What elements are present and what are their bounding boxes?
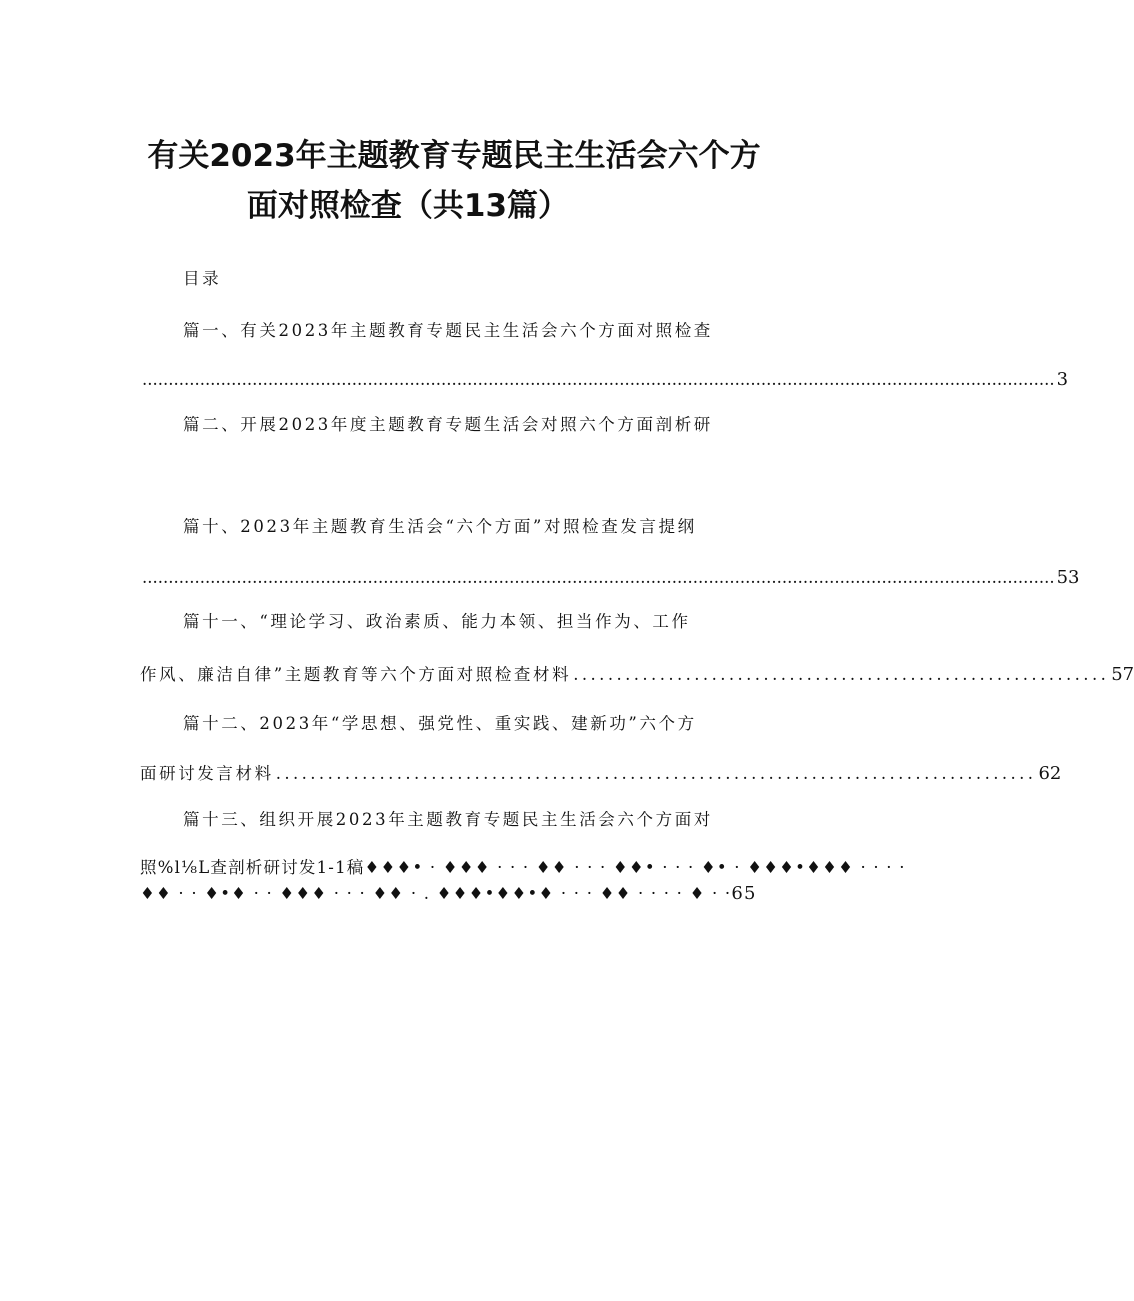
toc-entry-10-leader[interactable]: [140, 562, 1080, 588]
toc-entry-13-title[interactable]: 篇十三、组织开展2023年主题教育专题民主生活会六个方面对: [183, 810, 713, 829]
toc-entry-13-garbled-leader: ♦♦ · · ♦•♦ · · ♦♦♦ · · · ♦♦ · . ♦♦♦•♦♦•♦ · · · ♦♦ · · · · ♦ · ·: [140, 884, 732, 903]
toc-entry-11-title[interactable]: 篇十一、“理论学习、政治素质、能力本领、担当作为、工作: [183, 612, 691, 631]
toc-entry-13-title-cont-2: [140, 881, 757, 907]
toc-entry-12-line-2[interactable]: [140, 758, 1062, 784]
toc-entry-1-leader[interactable]: [140, 364, 1069, 390]
toc-entry-2-title[interactable]: 篇二、开展2023年度主题教育专题生活会对照六个方面剖析研: [183, 415, 713, 434]
toc-entry-11-line-2[interactable]: [140, 659, 1134, 685]
toc-entry-12-title-cont: 面研讨发言材料: [140, 764, 274, 783]
toc-entry-1-title[interactable]: 篇一、有关2023年主题教育专题民主生活会六个方面对照检查: [183, 321, 713, 340]
toc-entry-10-title[interactable]: 篇十、2023年主题教育生活会“六个方面”对照检查发言提纲: [183, 517, 697, 536]
toc-entry-12-title[interactable]: 篇十二、2023年“学思想、强党性、重实践、建新功”六个方: [183, 714, 697, 733]
toc-entry-12-page: 62: [1038, 763, 1062, 784]
dot-leader: ..............................................................: [573, 665, 1110, 684]
toc-heading: 目录: [183, 269, 222, 288]
toc-entry-13-title-cont: 照%l⅛L查剖析研讨发1-1稿♦♦♦• · ♦♦♦ · · · ♦♦ · · · ♦♦• · · · ♦• · ♦♦♦•♦♦♦ · · · ·: [140, 858, 906, 877]
toc-entry-11-page: 57: [1111, 664, 1134, 685]
document-title-line-2: 面对照检查（共13篇）: [246, 188, 570, 224]
dot-leader: ........................................................................................: [275, 764, 1037, 783]
toc-entry-1-page: 3: [1056, 369, 1069, 390]
document-title-line-1: 有关2023年主题教育专题民主生活会六个方: [147, 138, 761, 174]
dot-leader: ..............................................................................................................................................................................: [142, 568, 1055, 587]
toc-entry-10-page: 53: [1056, 567, 1080, 588]
dot-leader: ..............................................................................................................................................................................: [142, 370, 1055, 389]
toc-entry-11-title-cont: 作风、廉洁自律”主题教育等六个方面对照检查材料: [140, 665, 572, 684]
toc-entry-13-page: 65: [731, 883, 757, 904]
